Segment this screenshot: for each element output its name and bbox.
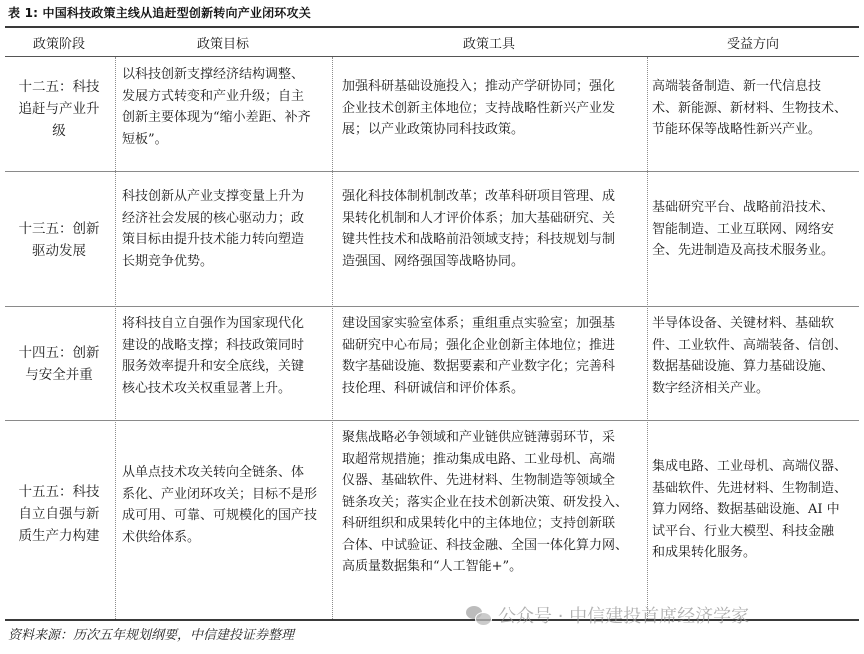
source-note: 资料来源：历次五年规划纲要，中信建投证券整理 (8, 628, 295, 643)
row-separator (5, 171, 859, 172)
header-tools: 政策工具 (462, 37, 515, 52)
watermark (466, 600, 749, 630)
row-2-goal: 科技创新从产业支撑变量上升为 经济社会发展的核心驱动力；政 策目标由提升技术能力转向塑造 长期竞争优势。 (122, 189, 305, 269)
watermark-text: 公众号 · 中信建投首席经济学家 (498, 606, 750, 627)
row-2-tools: 强化科技体制机制改革；改革科研项目管理、成 果转化机制和人才评价体系；加大基础研究、关 键共性技术和战略前沿领域支持；科技规划与制 造强国、网络强国等战略协同。 (342, 189, 616, 269)
row-1-benefit: 高端装备制造、新一代信息技 术、新能源、新材料、生物技术、 节能环保等战略性新兴产业。 (652, 79, 848, 137)
row-separator (5, 420, 859, 421)
row-4-stage: 十五五：科技 自立自强与新 质生产力构建 (18, 484, 100, 544)
table-header (5, 28, 859, 56)
row-3-stage: 十四五：创新 与安全并重 (18, 345, 100, 383)
table-title: 表 1: 中国科技政策主线从追赶型创新转向产业闭环攻关 (8, 6, 311, 20)
row-4-tools: 聚焦战略必争领域和产业链供应链薄弱环节，采 取超常规措施；推动集成电路、工业母机、高端 仪器、基础软件、先进材料、生物制造等领域全 链条攻关；落实企业在技术创新决策、研发投入、 科研组织和成果转化中的主体地位；支持创新联 合体、中试验证、科技金融、全国一体化算力网、 高质量数据集和“人工智能+”。 (342, 430, 629, 574)
header-rule (5, 56, 859, 57)
row-separator (5, 306, 859, 307)
header-benefit: 受益方向 (726, 37, 779, 52)
row-2-stage: 十三五：创新 驱动发展 (18, 221, 100, 259)
row-1-stage: 十二五：科技 追赶与产业升 级 (18, 79, 100, 139)
wechat-icon (466, 604, 492, 626)
row-1-tools: 加强科研基础设施投入；推动产学研协同；强化 企业技术创新主体地位；支持战略性新兴产业发 展；以产业政策协同科技政策。 (342, 79, 616, 137)
row-3-goal: 将科技自立自强作为国家现代化 建设的战略支撑；科技政策同时 服务效率提升和安全底线，关键 核心技术攻关权重显著上升。 (122, 316, 305, 396)
row-3-benefit: 半导体设备、关键材料、基础软 件、工业软件、高端装备、信创、 数据基础设施、算力基础设施、 数字经济相关产业。 (652, 316, 848, 396)
column-divider (332, 57, 333, 619)
row-4-goal: 从单点技术攻关转向全链条、体 系化、产业闭环攻关；目标不是形 成可用、可靠、可规模化的国产技 术供给体系。 (122, 465, 318, 545)
row-3-tools: 建设国家实验室体系；重组重点实验室；加强基 础研究中心布局；强化企业创新主体地位；推进 数字基础设施、数据要素和产业数字化；完善科 技伦理、科研诚信和评价体系。 (342, 316, 616, 396)
column-divider (115, 57, 116, 619)
column-divider (647, 57, 648, 619)
header-goal: 政策目标 (196, 37, 249, 52)
header-stage: 政策阶段 (32, 37, 85, 52)
row-4-benefit: 集成电路、工业母机、高端仪器、 基础软件、先进材料、生物制造、 算力网络、数据基础设施、AI 中 试平台、行业大模型、科技金融 和成果转化服务。 (652, 459, 848, 560)
row-2-benefit: 基础研究平台、战略前沿技术、 智能制造、工业互联网、网络安 全、先进制造及高技术服务业。 (652, 200, 835, 258)
row-1-goal: 以科技创新支撑经济结构调整、 发展方式转变和产业升级；自主 创新主要体现为“缩小差距、补齐 短板”。 (122, 67, 311, 147)
